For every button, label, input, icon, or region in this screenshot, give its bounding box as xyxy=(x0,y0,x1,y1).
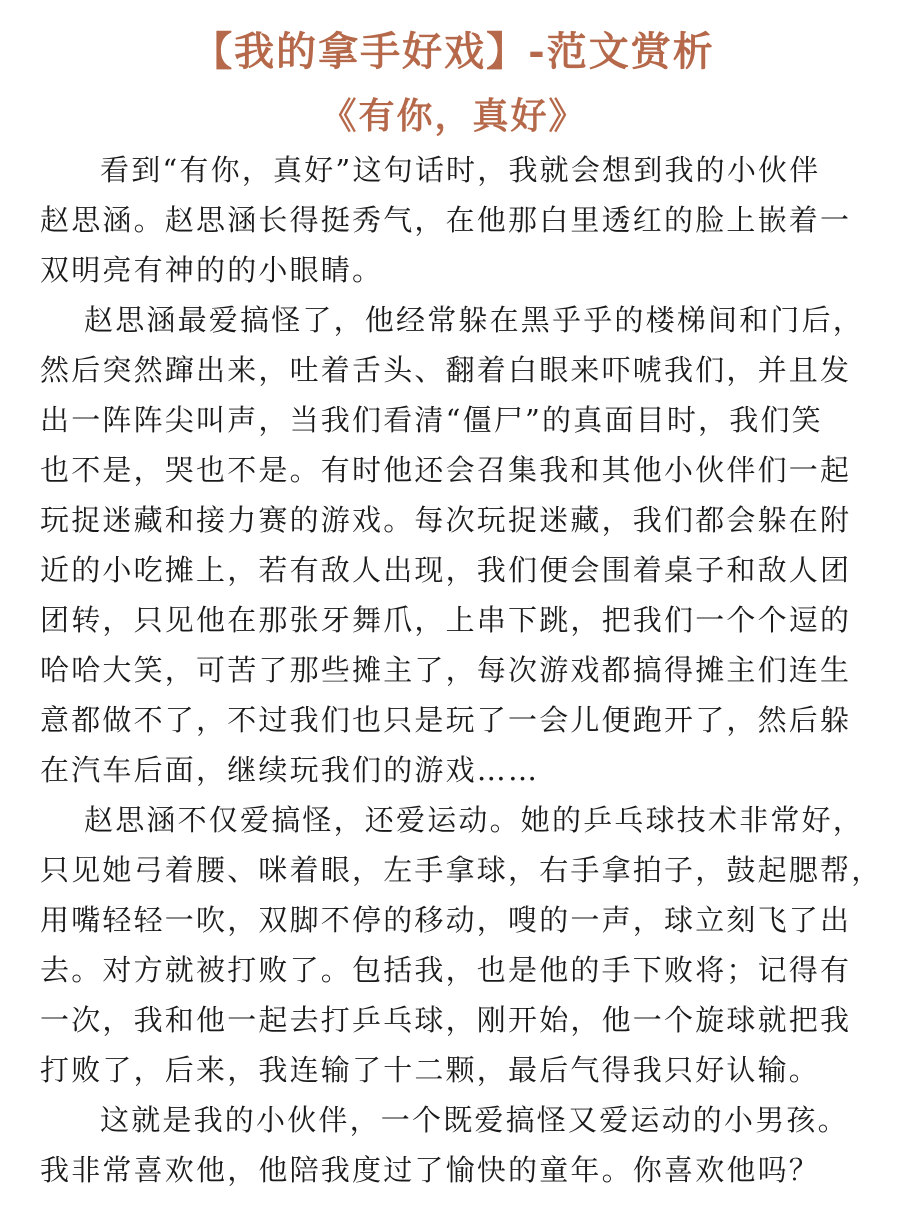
paragraph-1-line-3: 双明亮有神的的小眼睛。 xyxy=(40,253,384,287)
paragraph-3-line-5: 一次，我和他一起去打乒乓球，刚开始，他一个旋球就把我 xyxy=(40,1003,852,1037)
paragraph-1-line-2: 赵思涵。赵思涵长得挺秀气，在他那白里透红的脸上嵌着一 xyxy=(40,203,852,237)
paragraph-3-line-4: 去。对方就被打败了。包括我，也是他的手下败将；记得有 xyxy=(40,953,852,987)
paragraph-2-line-6: 近的小吃摊上，若有敌人出现，我们便会围着桌子和敌人团 xyxy=(40,553,852,587)
paragraph-1-line-1: 看到“有你，真好”这句话时，我就会想到我的小伙伴 xyxy=(100,153,821,187)
paragraph-2-line-9: 意都做不了，不过我们也只是玩了一会儿便跑开了，然后躲 xyxy=(40,703,852,737)
paragraph-4-line-1: 这就是我的小伙伴，一个既爱搞怪又爱运动的小男孩。 xyxy=(100,1103,849,1137)
paragraph-2-line-10: 在汽车后面，继续玩我们的游戏…… xyxy=(40,753,540,787)
paragraph-3-line-1: 赵思涵不仅爱搞怪，还爱运动。她的乒乓球技术非常好， xyxy=(84,803,865,837)
paragraph-2-line-7: 团转，只见他在那张牙舞爪，上串下跳，把我们一个个逗的 xyxy=(40,603,852,637)
paragraph-2-line-1: 赵思涵最爱搞怪了，他经常躲在黑乎乎的楼梯间和门后， xyxy=(84,303,865,337)
paragraph-3-line-2: 只见她弓着腰、咪着眼，左手拿球，右手拿拍子，鼓起腮帮， xyxy=(40,853,883,887)
essay-title: 《有你，真好》 xyxy=(320,95,587,137)
paragraph-2-line-5: 玩捉迷藏和接力赛的游戏。每次玩捉迷藏，我们都会躲在附 xyxy=(40,503,852,537)
paragraph-2-line-8: 哈哈大笑，可苦了那些摊主了，每次游戏都搞得摊主们连生 xyxy=(40,653,852,687)
paragraph-4-line-2: 我非常喜欢他，他陪我度过了愉快的童年。你喜欢他吗？ xyxy=(40,1153,821,1187)
paragraph-2-line-2: 然后突然蹿出来，吐着舌头、翻着白眼来吓唬我们，并且发 xyxy=(40,353,852,387)
paragraph-2-line-3: 出一阵阵尖叫声，当我们看清“僵尸”的真面目时，我们笑 xyxy=(40,403,823,437)
page-title: 【我的拿手好戏】-范文赏析 xyxy=(192,28,715,75)
paragraph-3-line-3: 用嘴轻轻一吹，双脚不停的移动，嗖的一声，球立刻飞了出 xyxy=(40,903,852,937)
paragraph-2-line-4: 也不是，哭也不是。有时他还会召集我和其他小伙伴们一起 xyxy=(40,453,852,487)
paragraph-3-line-6: 打败了，后来，我连输了十二颗，最后气得我只好认输。 xyxy=(40,1053,821,1087)
essay-body xyxy=(40,145,883,1195)
